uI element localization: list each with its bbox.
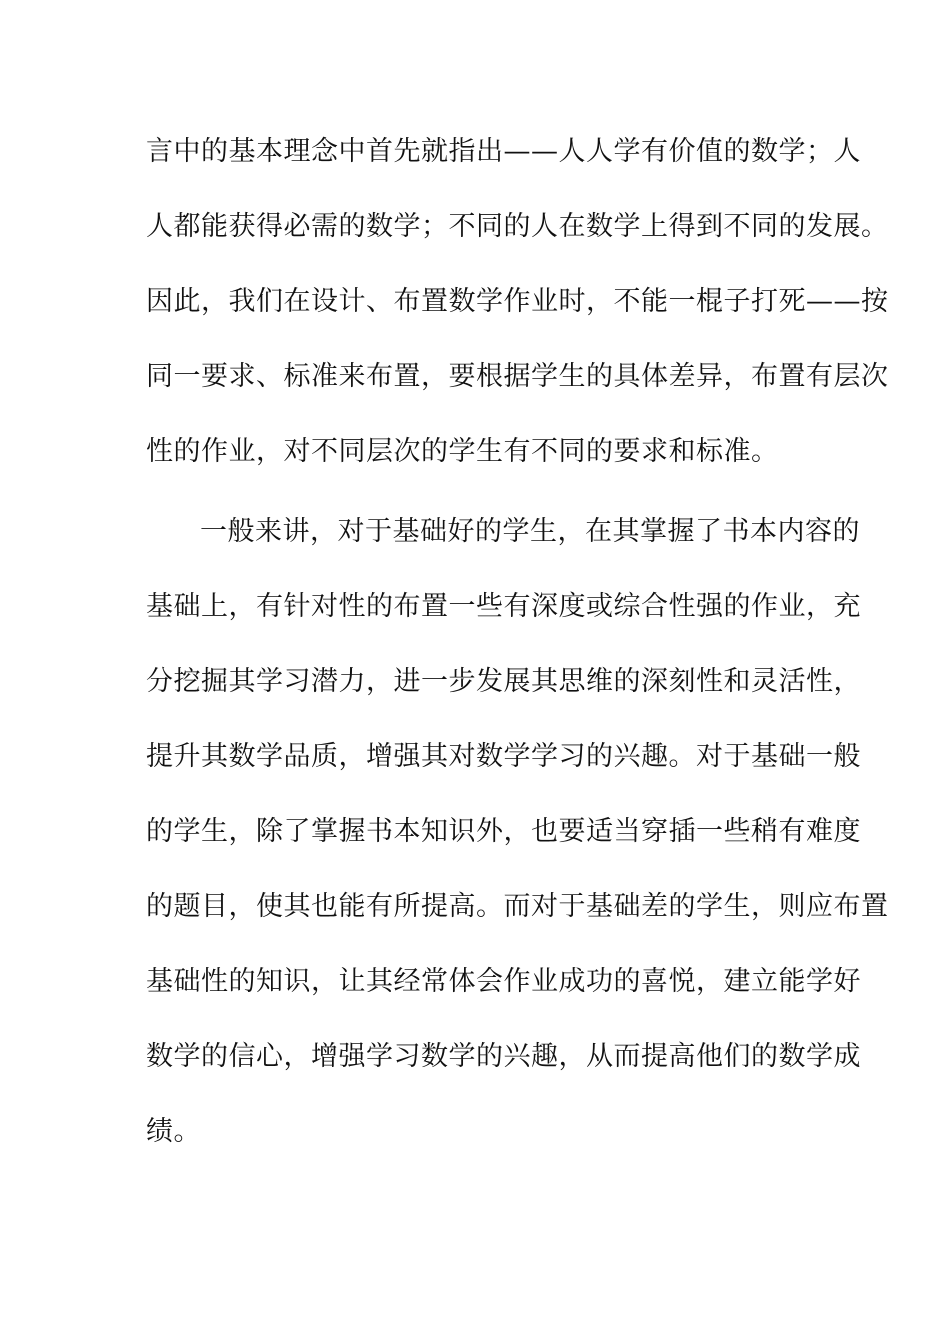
paragraph-line: 数学的信心，增强学习数学的兴趣，从而提高他们的数学成: [146, 1041, 861, 1072]
paragraph-line: 基础性的知识，让其经常体会作业成功的喜悦，建立能学好: [146, 966, 861, 997]
paragraph-line: 因此，我们在设计、布置数学作业时，不能一棍子打死——按: [146, 286, 889, 317]
paragraph-line: 绩。: [146, 1116, 201, 1147]
paragraph-line: 性的作业，对不同层次的学生有不同的要求和标准。: [146, 436, 779, 467]
paragraph-line: 言中的基本理念中首先就指出——人人学有价值的数学；人: [146, 136, 861, 167]
paragraph-line: 人都能获得必需的数学；不同的人在数学上得到不同的发展。: [146, 211, 889, 242]
paragraph-line: 同一要求、标准来布置，要根据学生的具体差异，布置有层次: [146, 361, 889, 392]
paragraph-line: 基础上，有针对性的布置一些有深度或综合性强的作业，充: [146, 591, 861, 622]
paragraph-line: 分挖掘其学习潜力，进一步发展其思维的深刻性和灵活性，: [146, 666, 861, 697]
paragraph-line: 的题目，使其也能有所提高。而对于基础差的学生，则应布置: [146, 891, 889, 922]
paragraph-line: 一般来讲，对于基础好的学生，在其掌握了书本内容的: [200, 516, 860, 547]
paragraph-line: 的学生，除了掌握书本知识外，也要适当穿插一些稍有难度: [146, 816, 861, 847]
paragraph-line: 提升其数学品质，增强其对数学学习的兴趣。对于基础一般: [146, 741, 861, 772]
